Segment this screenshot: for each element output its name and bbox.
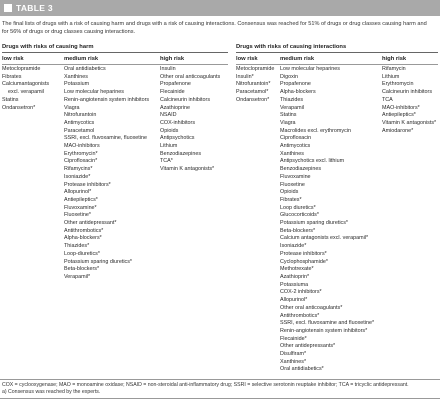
list-item: Fluvoxamine* xyxy=(64,204,97,211)
table-label: TABLE 3 xyxy=(16,3,53,13)
list-item: Potassium sparing diuretics* xyxy=(280,220,349,227)
list-item: Other antidepressant* xyxy=(64,220,117,227)
harm-column-rule xyxy=(2,64,228,65)
list-item: Insulin xyxy=(160,66,176,72)
list-item: Metoclopramide xyxy=(2,66,41,72)
list-item: excl. verapamil xyxy=(8,89,44,96)
list-item: Alpha-blockers* xyxy=(64,235,102,242)
list-item: Fluoxetine* xyxy=(64,212,91,219)
list-item: Lithium xyxy=(160,143,178,150)
list-item: Xanthines xyxy=(280,150,304,157)
list-item: Fluoxetine xyxy=(280,181,305,188)
list-item: Ondansetron* xyxy=(2,104,36,111)
list-item: Potassiuma xyxy=(280,281,309,288)
list-item: Azathioprine xyxy=(160,104,190,111)
list-item: Digoxin xyxy=(280,73,298,80)
list-item: Allopurinol* xyxy=(280,297,308,304)
list-item: Other oral anticoagulants xyxy=(160,73,221,80)
list-item: Allopurinol* xyxy=(64,189,92,196)
harm-medium-risk-header: medium risk xyxy=(64,56,99,62)
list-item: Benzodiazepines xyxy=(280,166,322,173)
harm-high-risk-header: high risk xyxy=(160,56,185,62)
list-item: NSAID xyxy=(160,112,177,119)
list-item: Calcineurin inhibitors xyxy=(382,89,433,96)
list-item: Antipsychotics excl. lithium xyxy=(280,158,345,165)
list-item: Ciprofloxacin* xyxy=(64,158,98,165)
interactions-medium-risk-header: medium risk xyxy=(280,56,315,62)
list-item: Statins xyxy=(2,96,19,103)
list-item: Low molecular heparines xyxy=(64,89,124,96)
list-item: Isoniazide* xyxy=(64,173,91,180)
list-item: Calcium antagonists excl. verapamil* xyxy=(280,235,369,242)
list-item: Potassium sparing diuretics* xyxy=(64,258,133,265)
list-item: COX-inhibitors xyxy=(160,119,196,126)
list-item: Xanthines xyxy=(64,73,88,80)
list-item: Fibrates* xyxy=(280,196,302,203)
list-item: Cyclophosphamide* xyxy=(280,258,328,265)
harm-low-risk-list xyxy=(2,66,49,112)
list-item: Thiazides xyxy=(280,96,304,103)
list-item: Amiodarone* xyxy=(382,127,414,134)
list-item: Metoclopramide xyxy=(236,66,275,72)
list-item: Paracetamol* xyxy=(236,89,269,96)
list-item: Xanthines* xyxy=(280,358,307,365)
list-item: Macrolides excl. erythromycin xyxy=(280,127,351,134)
list-item: Erythromycin* xyxy=(64,150,98,157)
list-item: Ondansetron* xyxy=(236,96,270,103)
table-header-bar xyxy=(0,0,440,16)
list-item: Verapamil xyxy=(280,104,304,111)
list-item: MAO-inhibitors* xyxy=(382,104,420,111)
list-item: Verapamil* xyxy=(64,273,91,280)
list-item: Disulfiram* xyxy=(280,351,307,358)
list-item: Other oral anticoagulants* xyxy=(280,304,343,311)
list-item: Viagra xyxy=(64,104,80,111)
list-item: Vitamin K antagonists* xyxy=(382,119,437,126)
list-item: Vitamin K antagonists* xyxy=(160,166,215,173)
list-item: Nitrofurantoin xyxy=(64,112,97,119)
list-item: Low molecular heparines xyxy=(280,66,340,72)
list-item: TCA xyxy=(382,96,393,103)
list-item: Glucocorticoids* xyxy=(280,212,319,219)
harm-section-heading: Drugs with risks of causing harm xyxy=(2,44,94,50)
interactions-column-rule xyxy=(236,64,438,65)
list-item: Propafenone xyxy=(280,81,311,88)
harm-low-risk-header: low risk xyxy=(2,56,24,62)
table-footnotes xyxy=(2,382,436,397)
list-item: Beta-blockers* xyxy=(280,227,316,234)
list-item: Antimycotics xyxy=(64,119,95,126)
list-item: Protease inhibitors* xyxy=(64,181,111,188)
list-item: Insulin* xyxy=(236,73,254,80)
harm-heading-rule xyxy=(2,52,228,53)
list-item: Protease inhibitors* xyxy=(280,250,327,257)
list-item: Paracetamol xyxy=(64,127,95,134)
list-item: Opioids xyxy=(160,127,179,134)
list-item: Antiepileptics* xyxy=(64,196,98,203)
interactions-heading-rule xyxy=(236,52,438,53)
list-item: Ciprofloxacin xyxy=(280,135,312,142)
interactions-low-risk-header: low risk xyxy=(236,56,258,62)
consensus-footnote: a) Consensus was reached by the experts. xyxy=(2,389,101,396)
list-item: Flecainide* xyxy=(280,335,307,342)
interactions-medium-risk-list xyxy=(280,66,374,374)
list-item: Oral antidiabetics xyxy=(64,66,106,72)
list-item: Fluvoxamine xyxy=(280,173,311,180)
list-item: Calciumantagonists xyxy=(2,81,50,88)
list-item: Rifamycin xyxy=(382,66,406,72)
list-item: COX-2 inhibitors* xyxy=(280,289,322,296)
interactions-low-risk-list xyxy=(236,66,274,105)
table-caption: The final lists of drugs with a risk of causing harm and drugs with a risk of causing interactions. Consensus was reached for 51% of drugs or drug classes causing harm and for 56% of drugs or drug classes causing interactions. xyxy=(2,21,427,35)
list-item: Azathioprin* xyxy=(280,273,310,280)
list-item: Antiepileptics* xyxy=(382,112,416,119)
list-item: Benzodiazepines xyxy=(160,150,202,157)
list-item: Calcineurin inhibitors xyxy=(160,96,211,103)
list-item: Flecainide xyxy=(160,89,185,96)
list-item: TCA* xyxy=(160,158,173,165)
list-item: Propafenone xyxy=(160,81,191,88)
list-item: SSRI, excl. fluvoxamine and fluoxetine* xyxy=(280,320,375,327)
abbreviations-footnote: COX = cyclooxygenase; MAO = monoamine oxidase; NSAID = non-steroidal anti-inflammatory drug; SSRI = selective serotonin reuptake inhibitor; TCA = tricyclic antidepressant. xyxy=(2,382,409,388)
bottom-rule xyxy=(0,398,440,399)
list-item: Erythromycin xyxy=(382,81,414,88)
list-item: Alpha-blockers xyxy=(280,89,316,96)
harm-medium-risk-list xyxy=(64,66,149,282)
list-item: Renin-angiotensin system inhibitors xyxy=(64,96,150,103)
interactions-section-heading: Drugs with risks of causing interactions xyxy=(236,44,347,50)
list-item: Lithium xyxy=(382,73,400,80)
list-item: Renin-angiotensin system inhibitors* xyxy=(280,327,368,334)
list-item: Antimycotics xyxy=(280,143,311,150)
list-item: Opioids xyxy=(280,189,299,196)
list-item: Nitrofurantoin* xyxy=(236,81,271,88)
list-item: Viagra xyxy=(280,119,296,126)
list-item: Other antidepressants* xyxy=(280,343,336,350)
list-item: MAO-inhibitors xyxy=(64,143,100,150)
list-item: Beta-blockers* xyxy=(64,266,100,273)
list-item: Thiazides* xyxy=(64,243,90,250)
list-item: Rifamycins* xyxy=(64,166,93,173)
list-item: Statins xyxy=(280,112,297,119)
interactions-high-risk-header: high risk xyxy=(382,56,407,62)
list-item: Loop-diuretics* xyxy=(64,250,100,257)
list-item: Antithrombotics* xyxy=(64,227,104,234)
list-item: Isoniazide* xyxy=(280,243,307,250)
list-item: Oral antidiabetics* xyxy=(280,366,324,373)
footnote-rule xyxy=(0,379,440,380)
list-item: Fibrates xyxy=(2,73,22,80)
table-header-square xyxy=(4,4,12,12)
interactions-high-risk-list xyxy=(382,66,436,135)
list-item: Potassium xyxy=(64,81,90,88)
list-item: Antithrombotics* xyxy=(280,312,320,319)
list-item: Loop diuretics* xyxy=(280,204,316,211)
harm-high-risk-list xyxy=(160,66,220,174)
list-item: Methotrexate* xyxy=(280,266,314,273)
list-item: Antipsychotics xyxy=(160,135,195,142)
list-item: SSRI, excl. fluvoxamine, fluoxetine xyxy=(64,135,147,142)
